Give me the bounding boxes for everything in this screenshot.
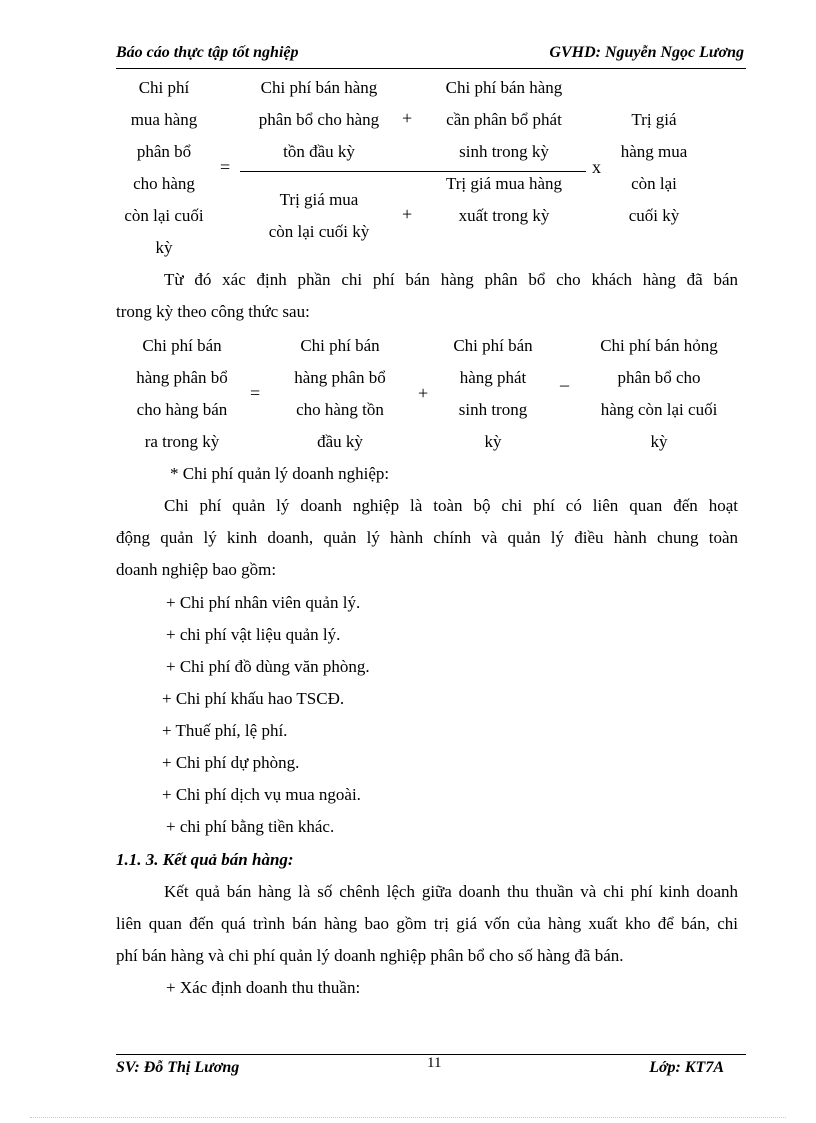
formula1-num-a-line: Chi phí bán hàng bbox=[260, 78, 378, 97]
formula1-num-b-line: Chi phí bán hàng bbox=[445, 78, 563, 97]
formula2-term2-line: hàng phân bổ bbox=[294, 368, 386, 387]
formula2-minus: _ bbox=[560, 368, 569, 388]
formula2-term4-line: Chi phí bán hỏng bbox=[600, 336, 718, 355]
formula2-term1 bbox=[120, 330, 244, 458]
formula1-num-a-line: phân bổ cho hàng bbox=[258, 110, 380, 129]
cost-item: + Chi phí dịch vụ mua ngoài. bbox=[162, 785, 361, 804]
formula1-numerator-a bbox=[244, 72, 394, 168]
section-kqbh-heading: 1.1. 3. Kết quả bán hàng: bbox=[116, 850, 294, 869]
formula1-den-plus: + bbox=[402, 204, 413, 224]
para1-line1: Từ đó xác định phần chi phí bán hàng phân bổ cho khách hàng đã bán bbox=[164, 270, 738, 289]
formula1-numerator-b bbox=[424, 72, 584, 168]
formula2-term3-line: Chi phí bán bbox=[453, 336, 533, 355]
formula2-term3 bbox=[440, 330, 546, 458]
formula2-term3-line: kỳ bbox=[484, 432, 502, 451]
formula1-denominator-a bbox=[254, 184, 384, 248]
formula1-rhs-line: còn lại bbox=[631, 174, 677, 193]
formula1-rhs bbox=[608, 104, 700, 232]
formula1-lhs-line: mua hàng bbox=[130, 110, 198, 129]
formula1-rhs-line: hàng mua bbox=[620, 142, 688, 161]
formula1-equals: = bbox=[220, 157, 231, 177]
formula2-term1-line: hàng phân bổ bbox=[136, 368, 228, 387]
section-kqbh-line4: + Xác định doanh thu thuần: bbox=[166, 978, 361, 997]
formula1-num-plus: + bbox=[402, 108, 413, 128]
formula1-den-b-line: Trị giá mua hàng bbox=[445, 174, 562, 193]
formula2-term2-line: đầu kỳ bbox=[317, 432, 363, 451]
footer-left: SV: Đỗ Thị Lương bbox=[116, 1059, 240, 1076]
formula1-den-a-line: Trị giá mua bbox=[279, 190, 359, 209]
page-bottom-edge bbox=[30, 1117, 786, 1118]
section-qldn-heading: * Chi phí quản lý doanh nghiệp: bbox=[170, 464, 390, 483]
formula2-term4-line: phân bổ cho bbox=[617, 368, 701, 387]
formula2-term2 bbox=[276, 330, 404, 458]
cost-item: + chi phí vật liệu quản lý. bbox=[166, 625, 341, 644]
footer-right: Lớp: KT7A bbox=[649, 1059, 724, 1076]
cost-item: + Thuế phí, lệ phí. bbox=[162, 721, 288, 740]
formula2-term4-line: hàng còn lại cuối bbox=[600, 400, 718, 419]
header-left: Báo cáo thực tập tốt nghiệp bbox=[116, 44, 299, 61]
formula2-term2-line: cho hàng tồn bbox=[296, 400, 384, 419]
formula2-term2-line: Chi phí bán bbox=[300, 336, 380, 355]
para1-line2: trong kỳ theo công thức sau: bbox=[116, 302, 310, 321]
formula2-term3-line: sinh trong bbox=[458, 400, 528, 419]
formula1-lhs-line: còn lại cuối bbox=[124, 206, 204, 225]
page-number: 11 bbox=[427, 1055, 442, 1071]
formula2-equals: = bbox=[250, 383, 261, 403]
section-kqbh-line1: Kết quả bán hàng là số chênh lệch giữa doanh thu thuần và chi phí kinh doanh bbox=[164, 882, 738, 901]
formula1-lhs-line: phân bổ bbox=[136, 142, 192, 161]
formula1-lhs bbox=[112, 72, 216, 264]
cost-item: + Chi phí dự phòng. bbox=[162, 753, 300, 772]
formula1-rhs-line: cuối kỳ bbox=[628, 206, 680, 225]
formula1-num-b-line: sinh trong kỳ bbox=[459, 142, 549, 161]
section-qldn-line3: doanh nghiệp bao gồm: bbox=[116, 560, 277, 579]
cost-item: + Chi phí đồ dùng văn phòng. bbox=[166, 657, 370, 676]
formula2-plus: + bbox=[418, 383, 429, 403]
formula2-term3-line: hàng phát bbox=[459, 368, 527, 387]
formula1-num-b-line: cần phân bổ phát bbox=[446, 110, 562, 129]
section-qldn-line1: Chi phí quản lý doanh nghiệp là toàn bộ chi phí có liên quan đến hoạt bbox=[164, 496, 738, 515]
formula1-times: x bbox=[592, 157, 601, 177]
section-kqbh-line3: phí bán hàng và chi phí quản lý doanh nghiệp phân bổ cho số hàng đã bán. bbox=[116, 946, 624, 965]
formula1-den-b-line: xuất trong kỳ bbox=[458, 206, 550, 225]
formula1-lhs-line: Chi phí bbox=[138, 78, 190, 97]
cost-item: + Chi phí khấu hao TSCĐ. bbox=[162, 689, 345, 708]
formula1-rhs-line: Trị giá bbox=[631, 110, 677, 129]
formula1-lhs-line: kỳ bbox=[155, 238, 173, 257]
formula1-num-a-line: tồn đầu kỳ bbox=[283, 142, 355, 161]
formula2-term4 bbox=[584, 330, 734, 458]
cost-item: + Chi phí nhân viên quản lý. bbox=[166, 593, 361, 612]
cost-item: + chi phí bằng tiền khác. bbox=[166, 817, 335, 836]
formula1-lhs-line: cho hàng bbox=[133, 174, 195, 193]
formula2-term1-line: Chi phí bán bbox=[142, 336, 222, 355]
formula2-term1-line: ra trong kỳ bbox=[144, 432, 220, 451]
formula1-den-a-line: còn lại cuối kỳ bbox=[268, 222, 370, 241]
section-qldn-line2: động quản lý kinh doanh, quản lý hành chính và quản lý điều hành chung toàn bbox=[116, 528, 738, 547]
header-rule bbox=[116, 68, 746, 69]
formula1-denominator-b bbox=[424, 168, 584, 232]
header-right: GVHD: Nguyễn Ngọc Lương bbox=[549, 44, 744, 61]
section-kqbh-line2: liên quan đến quá trình bán hàng bao gồm trị giá vốn của hàng xuất kho để bán, chi bbox=[116, 914, 738, 933]
formula2-term4-line: kỳ bbox=[650, 432, 668, 451]
formula2-term1-line: cho hàng bán bbox=[136, 400, 228, 419]
